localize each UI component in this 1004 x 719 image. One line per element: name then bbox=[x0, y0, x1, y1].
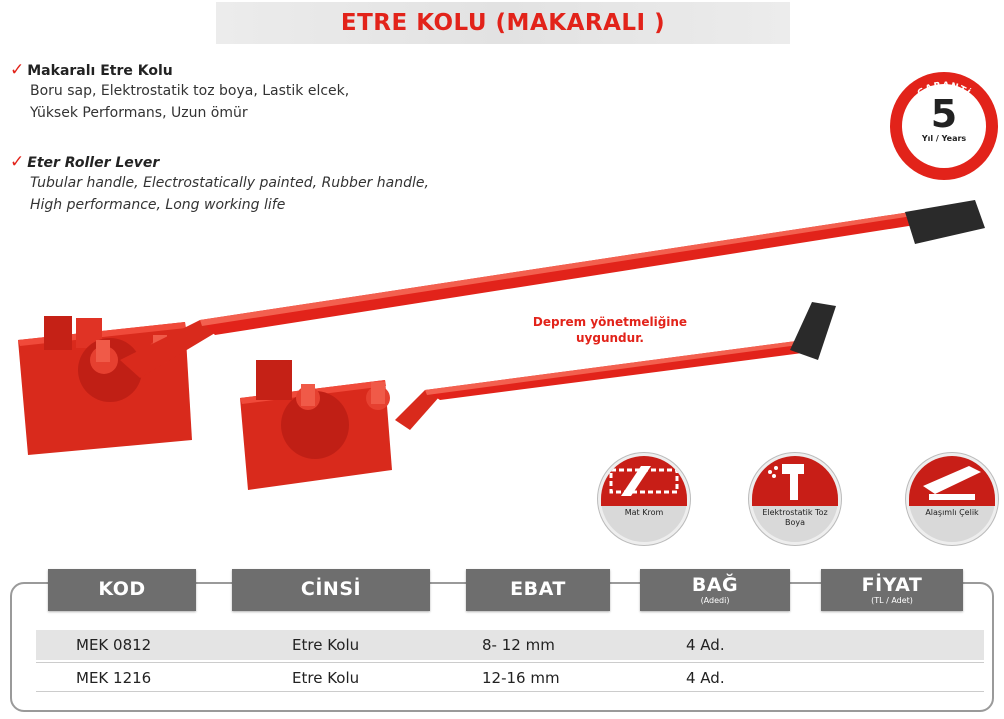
paint-spray-icon bbox=[752, 456, 838, 506]
table-header-label: FİYAT bbox=[861, 574, 923, 596]
cell-cinsi: Etre Kolu bbox=[292, 636, 360, 654]
warranty-inner bbox=[902, 84, 986, 168]
chrome-icon bbox=[601, 456, 687, 506]
large-lever-image bbox=[18, 200, 985, 455]
features-en-heading: Eter Roller Lever bbox=[27, 155, 160, 171]
page-title: ETRE KOLU (MAKARALI ) bbox=[340, 10, 666, 36]
table-row bbox=[36, 630, 984, 660]
electrostatic-paint-feature bbox=[749, 453, 841, 545]
features-en-line: High performance, Long working life bbox=[30, 197, 286, 213]
table-header-fiyat bbox=[821, 569, 963, 611]
feature-caption: Elektrostatik Toz Boya bbox=[762, 508, 828, 527]
feature-caption: Mat Krom bbox=[624, 508, 664, 517]
product-illustration bbox=[0, 190, 1004, 510]
features-turkish bbox=[10, 60, 349, 124]
table-header-bag bbox=[640, 569, 790, 611]
table-header-sublabel: (TL / Adet) bbox=[871, 596, 913, 605]
table-header-ebat bbox=[466, 569, 610, 611]
steel-bar-icon bbox=[909, 456, 995, 506]
cell-ebat: 8- 12 mm bbox=[482, 636, 555, 654]
checkmark-icon: ✓ bbox=[10, 152, 25, 172]
table-row bbox=[36, 662, 984, 692]
title-band bbox=[216, 2, 790, 44]
features-tr-line: Boru sap, Elektrostatik toz boya, Lastik elcek, bbox=[30, 83, 350, 99]
cell-bag: 4 Ad. bbox=[686, 669, 725, 687]
alloy-steel-feature bbox=[906, 453, 998, 545]
table-header-sublabel: (Adedi) bbox=[700, 596, 730, 605]
feature-caption: Alaşımlı Çelik bbox=[925, 508, 979, 517]
features-tr-line: Yüksek Performans, Uzun ömür bbox=[30, 105, 248, 121]
table-header-label: EBAT bbox=[510, 578, 566, 600]
features-tr-heading: Makaralı Etre Kolu bbox=[27, 63, 173, 79]
table-header-label: BAĞ bbox=[691, 574, 739, 596]
table-header-label: KOD bbox=[98, 578, 146, 600]
table-header-kod bbox=[48, 569, 196, 611]
cell-kod: MEK 0812 bbox=[76, 636, 152, 654]
mat-krom-feature bbox=[598, 453, 690, 545]
warranty-years-unit: Yıl / Years bbox=[921, 134, 967, 143]
warranty-badge bbox=[890, 72, 998, 180]
earthquake-compliance-note: Deprem yönetmeliğine uygundur. bbox=[532, 315, 688, 345]
table-header-label: CİNSİ bbox=[300, 578, 362, 600]
cell-cinsi: Etre Kolu bbox=[292, 669, 360, 687]
features-en-line: Tubular handle, Electrostatically painted, Rubber handle, bbox=[30, 175, 429, 191]
checkmark-icon: ✓ bbox=[10, 60, 25, 80]
cell-bag: 4 Ad. bbox=[686, 636, 725, 654]
table-header-cinsi bbox=[232, 569, 430, 611]
cell-kod: MEK 1216 bbox=[76, 669, 152, 687]
warranty-years-number: 5 bbox=[930, 92, 958, 136]
cell-ebat: 12-16 mm bbox=[482, 669, 560, 687]
